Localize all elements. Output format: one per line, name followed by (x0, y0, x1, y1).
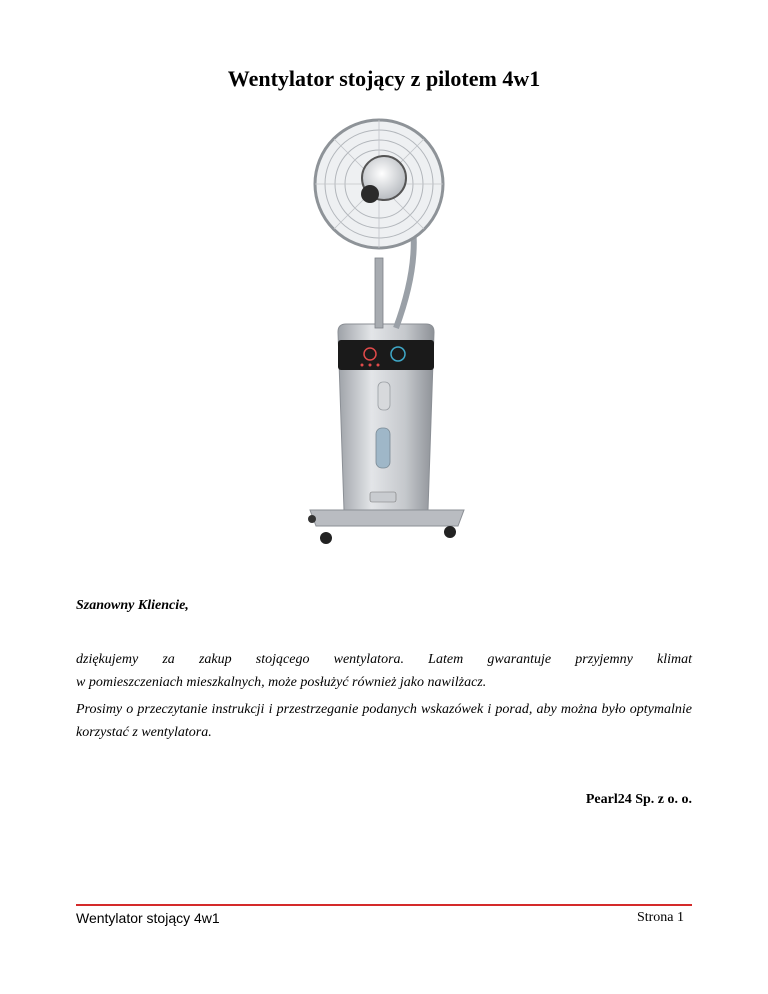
footer-divider (76, 904, 692, 906)
document-title: Wentylator stojący z pilotem 4w1 (227, 66, 541, 91)
intro-paragraph-line-1: dziękujemy za zakup stojącego wentylatora. Latem gwarantuje przyjemny klimat (76, 652, 692, 667)
intro-paragraph-line-2: w pomieszczeniach mieszkalnych, może posłużyć również jako nawilżacz. (76, 675, 487, 690)
intro-paragraph (76, 648, 692, 694)
instructions-paragraph: Prosimy o przeczytanie instrukcji i przestrzeganie podanych wskazówek i porad, aby można było optymalnie korzystać z wentylatora. (76, 702, 692, 740)
footer-title: Wentylator stojący 4w1 (76, 910, 220, 926)
greeting: Szanowny Kliencie, (76, 598, 189, 613)
product-image-standing-fan (298, 118, 476, 550)
signature: Pearl24 Sp. z o. o. (585, 792, 692, 807)
page-number: Strona 1 (636, 910, 684, 925)
